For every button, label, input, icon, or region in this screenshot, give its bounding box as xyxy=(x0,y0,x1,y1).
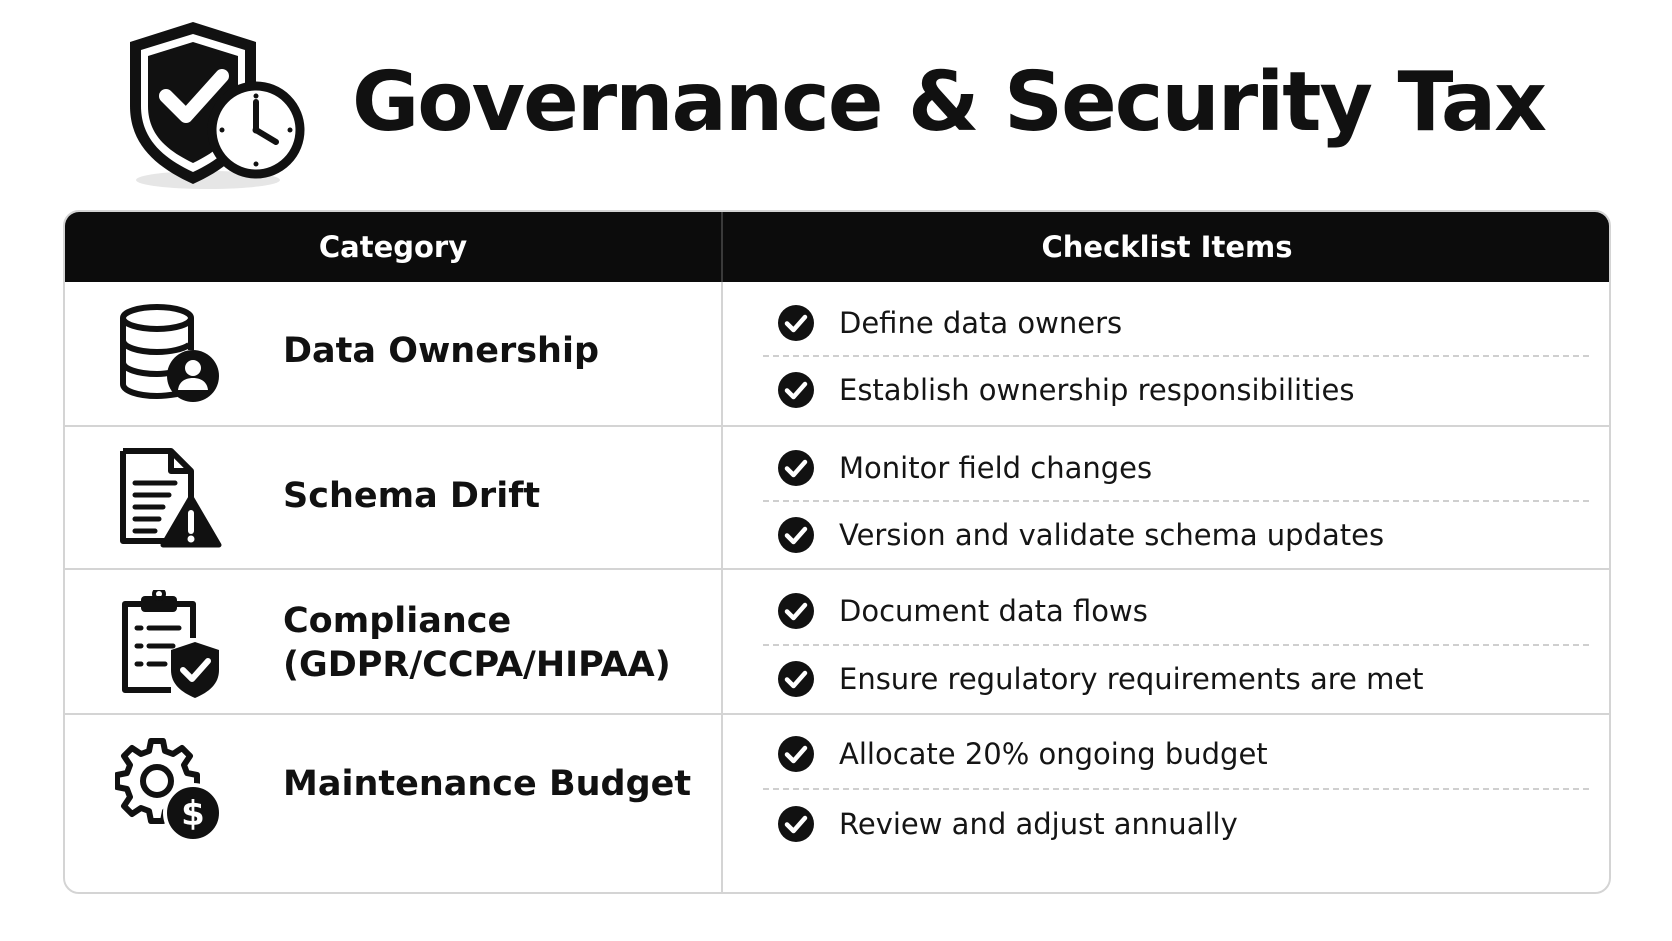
checklist-item-text: Allocate 20% ongoing budget xyxy=(839,737,1268,771)
checklist-item-text: Define data owners xyxy=(839,306,1123,340)
column-header-category: Category xyxy=(318,230,468,264)
checkmark-icon xyxy=(777,449,815,487)
category-label: Maintenance Budget xyxy=(283,764,692,804)
checklist-item-text: Review and adjust annually xyxy=(839,807,1238,841)
document-warning-icon xyxy=(115,445,225,555)
table-header xyxy=(65,212,1609,282)
category-label: Data Ownership xyxy=(283,331,600,371)
checkmark-icon xyxy=(777,660,815,698)
checklist-item xyxy=(777,298,1122,348)
category-label: Schema Drift xyxy=(283,476,541,516)
shield-clock-icon xyxy=(128,18,328,193)
item-separator xyxy=(763,500,1589,502)
checklist-item-text: Ensure regulatory requirements are met xyxy=(839,662,1424,696)
checklist-item-text: Establish ownership responsibilities xyxy=(839,373,1355,407)
table-row-compliance xyxy=(65,568,1609,715)
category-label: Compliance xyxy=(283,601,512,641)
checklist-item xyxy=(777,654,1424,704)
checkmark-icon xyxy=(777,735,815,773)
checklist-item xyxy=(777,586,1148,636)
page-header xyxy=(0,0,1672,200)
checklist-item xyxy=(777,510,1384,560)
column-header-checklist: Checklist Items xyxy=(1041,230,1293,264)
page-title: Governance & Security Tax xyxy=(352,55,1546,150)
table-row-maintenance-budget xyxy=(65,713,1609,894)
checklist-item-text: Monitor field changes xyxy=(839,451,1153,485)
governance-table xyxy=(63,210,1611,894)
svg-text:$: $ xyxy=(181,794,205,834)
checkmark-icon xyxy=(777,304,815,342)
gear-dollar-icon xyxy=(115,735,225,845)
checklist-item xyxy=(777,443,1152,493)
category-label-detail: (GDPR/CCPA/HIPAA) xyxy=(283,645,671,685)
item-separator xyxy=(763,355,1589,357)
table-row-schema-drift xyxy=(65,425,1609,570)
clipboard-shield-icon xyxy=(115,590,225,700)
checklist-item-text: Document data flows xyxy=(839,594,1148,628)
item-separator xyxy=(763,788,1589,790)
checkmark-icon xyxy=(777,592,815,630)
checkmark-icon xyxy=(777,516,815,554)
checkmark-icon xyxy=(777,371,815,409)
database-user-icon xyxy=(115,298,225,408)
checkmark-icon xyxy=(777,805,815,843)
table-row-data-ownership xyxy=(65,282,1609,427)
checklist-item xyxy=(777,365,1354,415)
checklist-item-text: Version and validate schema updates xyxy=(839,518,1385,552)
item-separator xyxy=(763,644,1589,646)
checklist-item xyxy=(777,729,1268,779)
checklist-item xyxy=(777,799,1238,849)
